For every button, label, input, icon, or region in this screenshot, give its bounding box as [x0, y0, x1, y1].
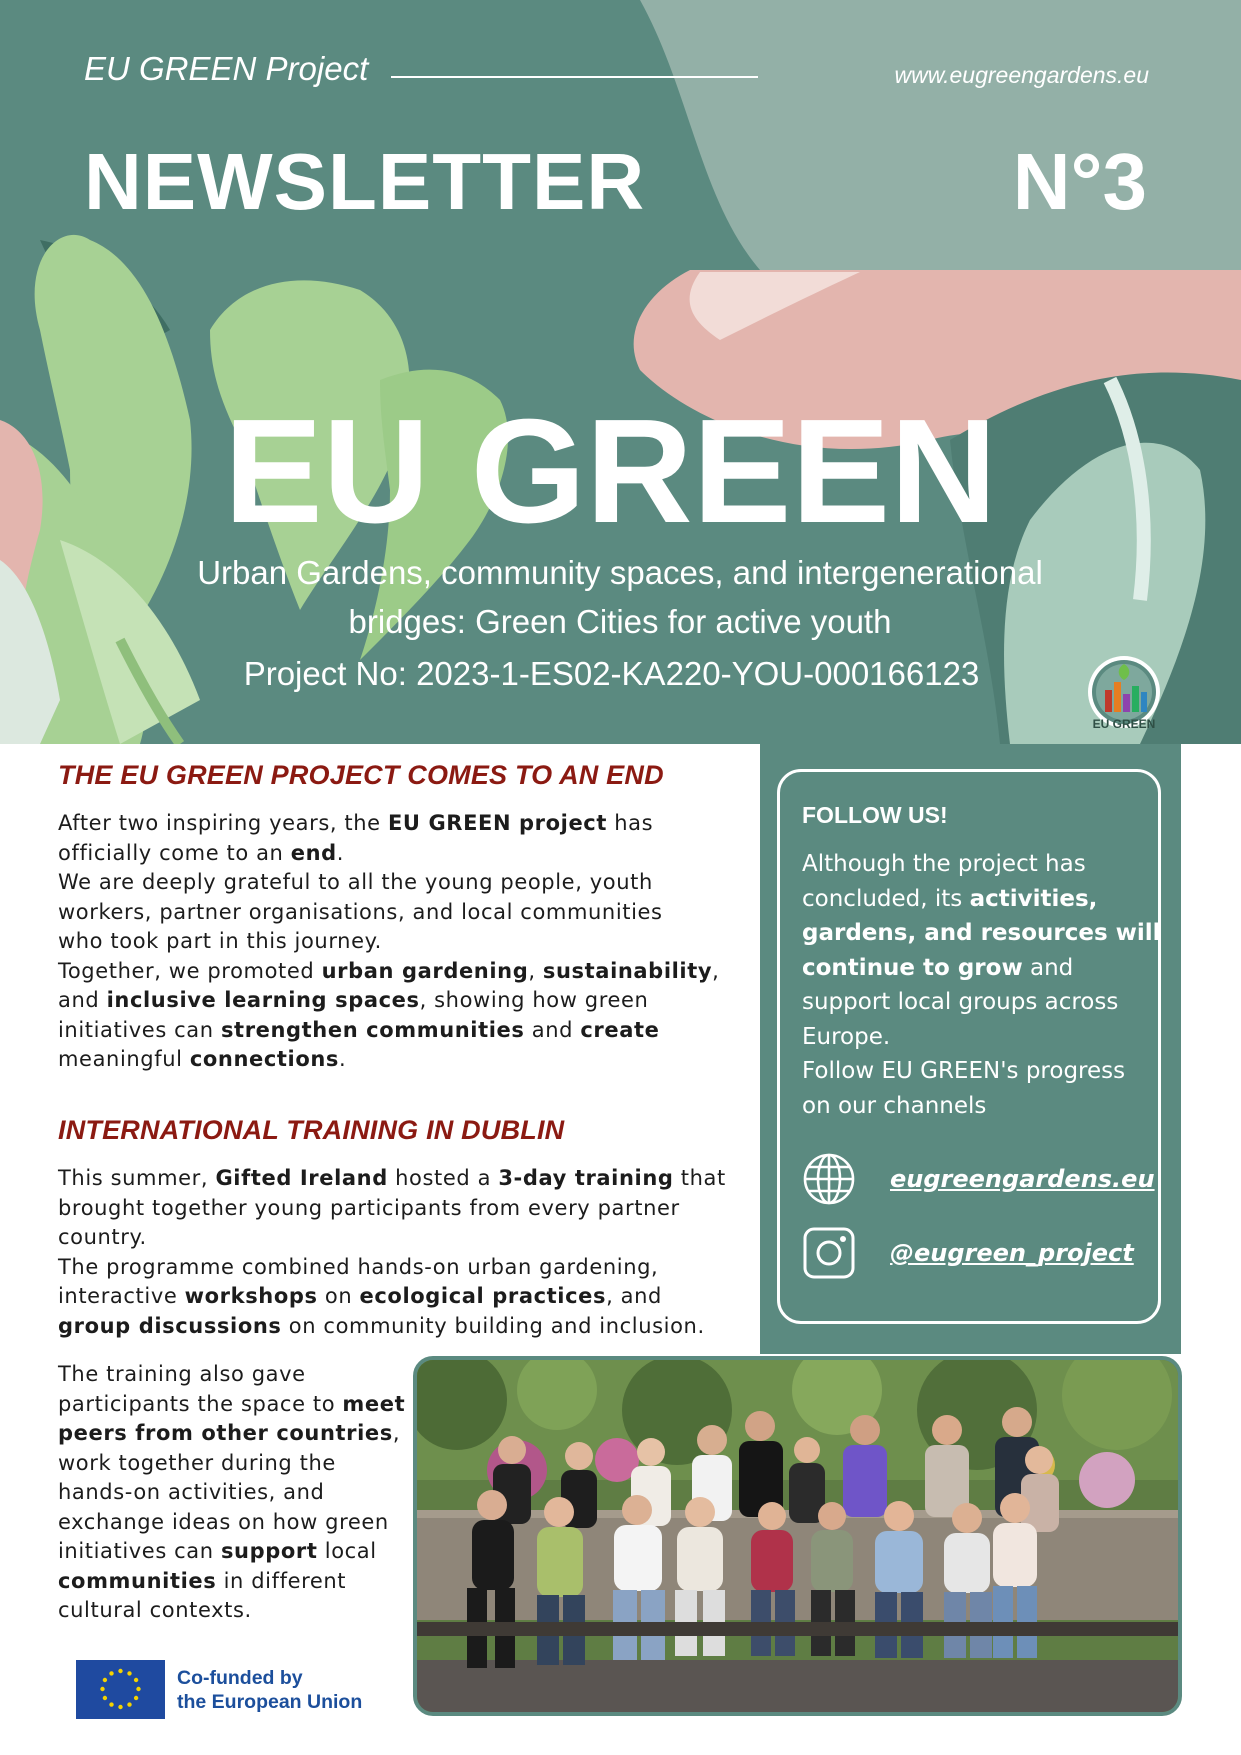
website-link-row[interactable]: [802, 1152, 1155, 1206]
section-training-outcomes: [58, 1360, 408, 1626]
instagram-link-row[interactable]: [802, 1226, 1134, 1280]
section-project-end: [58, 760, 718, 1075]
project-number: Project No: 2023-1-ES02-KA220-YOU-000166123: [243, 655, 980, 692]
instagram-icon: [802, 1226, 856, 1280]
newsletter-label: NEWSLETTER: [84, 137, 646, 226]
section-dublin-training: [58, 1115, 726, 1341]
section-body-dublin: This summer, Gifted Ireland hosted a 3-day training that brought together young participants from every partner country. The programme combined hands-on urban gardening, interactive workshops on ecological practices, and group discussions on community building and inclusion.: [58, 1166, 726, 1338]
section-heading-dublin: INTERNATIONAL TRAINING IN DUBLIN: [58, 1115, 565, 1145]
logo-text: EU GREEN: [1092, 717, 1156, 731]
eu-funding-logo: [76, 1660, 362, 1719]
co-funded-line-1: Co-funded by: [177, 1666, 303, 1689]
follow-heading: FOLLOW US!: [802, 802, 948, 828]
group-photo-image: [417, 1360, 1178, 1712]
section-heading-project-end: THE EU GREEN PROJECT COMES TO AN END: [58, 760, 664, 790]
subtitle: [120, 548, 1120, 646]
subtitle-line-2: bridges: Green Cities for active youth: [348, 603, 892, 640]
follow-card: [777, 769, 1161, 1324]
instagram-link[interactable]: @eugreen_project: [890, 1239, 1134, 1267]
group-photo: [413, 1356, 1182, 1716]
project-label: EU GREEN Project: [84, 50, 369, 87]
main-title: EU GREEN: [223, 389, 998, 554]
co-funded-line-2: the European Union: [177, 1690, 363, 1713]
co-funded-text: [177, 1666, 362, 1714]
eu-green-logo: [1083, 654, 1165, 736]
hero-banner: [0, 0, 1241, 744]
issue-number: N°3: [1012, 137, 1147, 226]
eu-flag-icon: [76, 1660, 165, 1719]
section-body-project-end: After two inspiring years, the EU GREEN project has officially come to an end. We are deeply grateful to all the young people, youth workers, partner organisations, and local communities who took part in this journey. Together, we promoted urban gardening, sustainability, and inclusive learning spaces, showing how green initiatives can strengthen communities and create meaningful connections.: [58, 811, 720, 1071]
follow-text: Although the project has concluded, its activities, gardens, and resources will continue to grow and support local groups across Europe. Follow EU GREEN's progress on our channels: [802, 851, 1161, 1119]
website-link[interactable]: eugreengardens.eu: [890, 1165, 1155, 1193]
header-website[interactable]: www.eugreengardens.eu: [894, 62, 1149, 88]
header-divider: [391, 76, 758, 78]
subtitle-line-1: Urban Gardens, community spaces, and intergenerational: [197, 554, 1043, 591]
globe-icon: [802, 1152, 856, 1206]
section-body-outcomes: The training also gave participants the space to meet peers from other countries, work together during the hands-on activities, and exchange ideas on how green initiatives can support local communities in different cultural contexts.: [58, 1362, 406, 1622]
